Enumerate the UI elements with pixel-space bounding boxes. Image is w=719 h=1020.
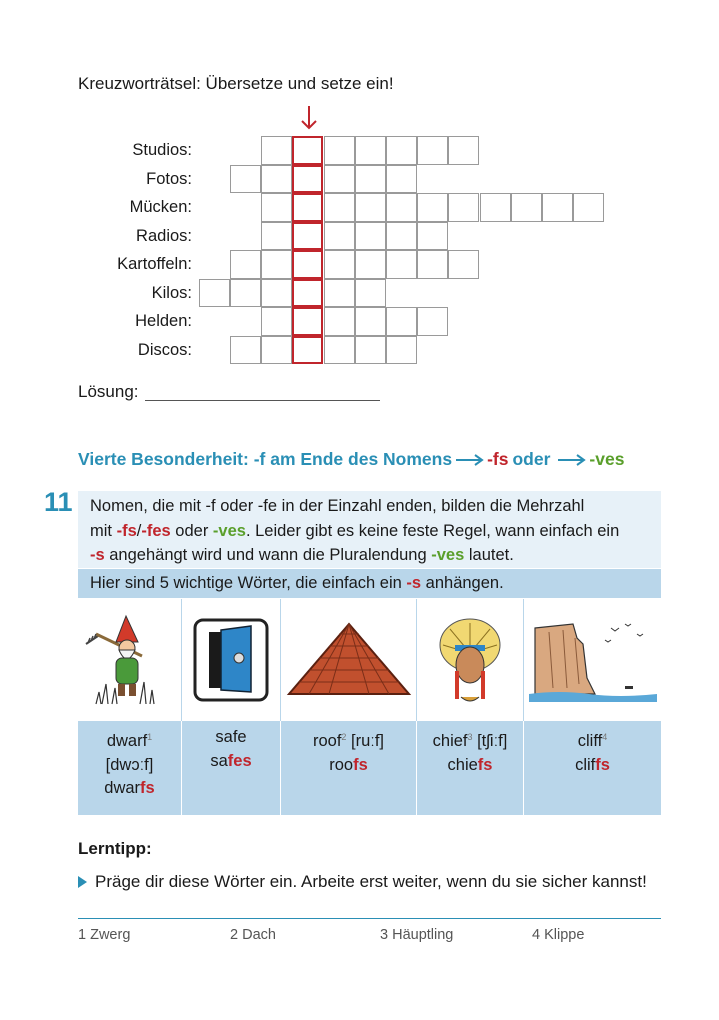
task-number: 11 — [44, 487, 73, 517]
crossword-cell[interactable] — [355, 136, 386, 165]
crossword-solution-cell[interactable] — [292, 336, 323, 365]
section-title-text: Vierte Besonderheit: -f am Ende des Nomens — [78, 449, 453, 469]
cliff-picture — [524, 599, 661, 721]
crossword-cell[interactable] — [386, 250, 417, 279]
footnote-divider — [78, 918, 661, 919]
crossword-solution-cell[interactable] — [292, 165, 323, 194]
dwarf-icon — [82, 612, 178, 708]
crossword-clue: Radios: — [136, 226, 192, 245]
crossword-solution-cell[interactable] — [292, 279, 323, 308]
word-cell-roof: roof$^2$ [ruːf] roofs — [281, 721, 417, 815]
roof-picture — [281, 599, 417, 721]
chief-icon — [435, 615, 505, 705]
crossword-solution-cell[interactable] — [292, 250, 323, 279]
crossword-instruction: Kreuzworträtsel: Übersetze und setze ein! — [78, 74, 394, 93]
safe-icon — [193, 618, 269, 702]
crossword-solution-cell[interactable] — [292, 136, 323, 165]
arrow-right-icon — [455, 453, 485, 467]
ending-ves: -ves — [589, 449, 625, 469]
arrow-right-icon — [557, 453, 587, 467]
footnote-2: 2 Dach — [230, 927, 276, 943]
crossword-cell[interactable] — [417, 250, 448, 279]
crossword-cell[interactable] — [230, 165, 261, 194]
rule-box — [78, 491, 661, 568]
footnote-3: 3 Häuptling — [380, 927, 454, 943]
crossword-cell[interactable] — [324, 222, 355, 251]
crossword-cell[interactable] — [261, 307, 292, 336]
crossword-cell[interactable] — [355, 250, 386, 279]
rule-line-2: mit -fs/-fes oder -ves. Leider gibt es keine feste Regel, wann einfach ein — [90, 521, 620, 540]
crossword-clue: Studios: — [132, 141, 192, 159]
rule-line-3: -s angehängt wird und wann die Pluralendung -ves lautet. — [90, 546, 514, 564]
word-cell-chief: chief$^3$ [tʃiːf] chiefs — [417, 721, 524, 815]
crossword-cell[interactable] — [355, 307, 386, 336]
lerntipp-title: Lerntipp: — [78, 839, 152, 858]
crossword-clue: Kilos: — [151, 283, 192, 302]
crossword-cell[interactable] — [261, 250, 292, 279]
crossword-clue: Helden: — [135, 312, 192, 330]
dwarf-picture — [78, 599, 182, 721]
crossword-cell[interactable] — [511, 193, 542, 222]
crossword-cell[interactable] — [261, 222, 292, 251]
safe-picture — [182, 599, 281, 721]
crossword-cell[interactable] — [199, 279, 230, 308]
crossword-cell[interactable] — [230, 279, 261, 308]
crossword-cell[interactable] — [324, 136, 355, 165]
crossword-cell[interactable] — [417, 193, 448, 222]
crossword-cell[interactable] — [386, 165, 417, 194]
section-title — [78, 449, 624, 470]
word-cell-cliff: cliff$^4$ cliffs — [575, 732, 610, 774]
crossword-cell[interactable] — [261, 136, 292, 165]
crossword-clue: Discos: — [137, 340, 192, 359]
crossword-cell[interactable] — [355, 222, 386, 251]
crossword-cell[interactable] — [261, 336, 292, 365]
crossword-cell[interactable] — [324, 193, 355, 222]
crossword-cell[interactable] — [355, 193, 386, 222]
footnote-1: 1 Zwerg — [78, 927, 131, 943]
loesung-label: Lösung: — [78, 382, 139, 401]
crossword-solution-cell[interactable] — [292, 193, 323, 222]
crossword-cell[interactable] — [542, 193, 573, 222]
crossword-cell[interactable] — [324, 307, 355, 336]
crossword-cell[interactable] — [355, 165, 386, 194]
crossword-clue: Kartoffeln: — [117, 255, 192, 273]
crossword-cell[interactable] — [448, 136, 479, 165]
roof-icon — [285, 620, 413, 700]
crossword-cell[interactable] — [386, 336, 417, 365]
rule-subline: Hier sind 5 wichtige Wörter, die einfach ein -s anhängen. — [78, 569, 661, 598]
crossword-cell[interactable] — [261, 165, 292, 194]
word-row — [78, 721, 661, 815]
crossword-cell[interactable] — [355, 279, 386, 308]
crossword-cell[interactable] — [324, 279, 355, 308]
chief-picture — [417, 599, 524, 721]
ending-fs: -fs — [487, 449, 509, 469]
footnote-4: 4 Klippe — [532, 927, 585, 943]
crossword-cell[interactable] — [261, 279, 292, 308]
crossword-cell[interactable] — [386, 307, 417, 336]
crossword-cell[interactable] — [324, 336, 355, 365]
cliff-icon — [529, 618, 657, 702]
crossword-cell[interactable] — [448, 193, 479, 222]
crossword-cell[interactable] — [573, 193, 604, 222]
word-cell-safe: safe safes — [182, 721, 281, 815]
crossword-solution-cell[interactable] — [292, 307, 323, 336]
section-oder: oder — [512, 449, 551, 469]
crossword-clue: Mücken: — [129, 198, 192, 216]
crossword-cell[interactable] — [230, 250, 261, 279]
crossword-cell[interactable] — [386, 222, 417, 251]
crossword-cell[interactable] — [230, 336, 261, 365]
rule-line-1: Nomen, die mit -f oder -fe in der Einzahl enden, bilden die Mehrzahl — [90, 497, 585, 515]
crossword-cell[interactable] — [480, 193, 511, 222]
solution-arrow-icon — [299, 104, 319, 132]
crossword-cell[interactable] — [417, 222, 448, 251]
crossword-solution-cell[interactable] — [292, 222, 323, 251]
crossword-cell[interactable] — [324, 250, 355, 279]
triangle-bullet-icon — [78, 876, 87, 888]
crossword-cell[interactable] — [355, 336, 386, 365]
crossword-cell[interactable] — [261, 193, 292, 222]
word-cell-dwarf: dwarf$^1$ [dwɔːf] dwarfs — [78, 721, 182, 815]
crossword-cell[interactable] — [417, 307, 448, 336]
crossword-cell[interactable] — [417, 136, 448, 165]
crossword-cell[interactable] — [324, 165, 355, 194]
crossword-cell[interactable] — [386, 193, 417, 222]
lerntipp-text: Präge dir diese Wörter ein. Arbeite erst weiter, wenn du sie sicher kannst! — [78, 872, 647, 892]
crossword-cell[interactable] — [386, 136, 417, 165]
crossword-cell[interactable] — [448, 250, 479, 279]
loesung-input-line[interactable] — [145, 400, 380, 401]
crossword-clue: Fotos: — [146, 169, 192, 188]
picture-row — [78, 599, 661, 721]
